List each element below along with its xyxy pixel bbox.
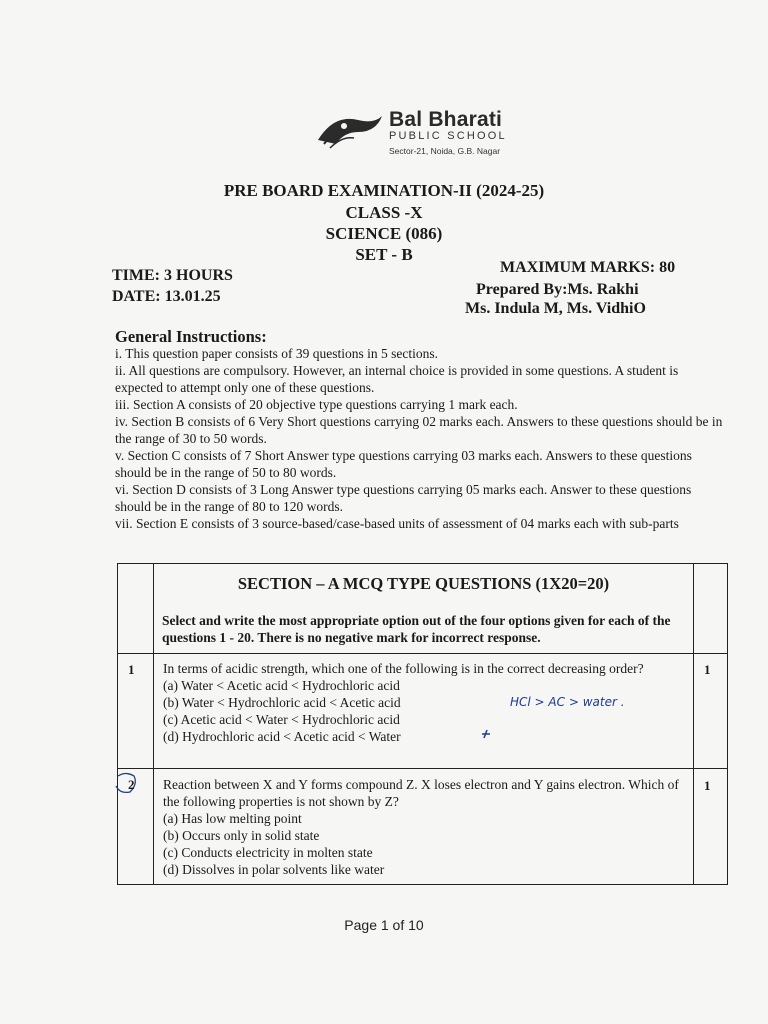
table-divider bbox=[153, 564, 154, 884]
instruction-item: iii. Section A consists of 20 objective type questions carrying 1 mark each. bbox=[115, 397, 518, 412]
instruction-item: vi. Section D consists of 3 Long Answer type questions carrying 05 marks each. Answer to these questions should be in the range of 80 to 120 words. bbox=[115, 482, 692, 514]
circled-number-icon bbox=[112, 770, 142, 796]
table-divider bbox=[693, 564, 694, 884]
instruction-item: iv. Section B consists of 6 Very Short questions carrying 02 marks each. Answers to these questions should be in the range of 30 to 50 words. bbox=[115, 414, 723, 446]
page-number: Page 1 of 10 bbox=[344, 917, 424, 933]
pen-mark-icon bbox=[481, 729, 491, 739]
exam-time: TIME: 3 HOURS bbox=[112, 267, 233, 284]
school-subtitle: PUBLIC SCHOOL bbox=[389, 130, 507, 142]
exam-date: DATE: 13.01.25 bbox=[112, 288, 221, 305]
school-emblem-icon bbox=[314, 110, 386, 150]
section-a-title: SECTION – A MCQ TYPE QUESTIONS (1X20=20) bbox=[237, 574, 610, 593]
exam-class: CLASS -X bbox=[345, 203, 423, 222]
question-marks: 1 bbox=[704, 778, 711, 793]
section-a-instruction: Select and write the most appropriate option out of the four options given for each of the questions 1 - 20. There is no negative mark for incorrect response. bbox=[162, 613, 671, 645]
max-marks: MAXIMUM MARKS: 80 bbox=[500, 259, 676, 276]
handwritten-note: HCl > AC > water . bbox=[510, 695, 625, 709]
option-d: (d) Hydrochloric acid < Acetic acid < Water bbox=[163, 729, 401, 744]
option-a: (a) Has low melting point bbox=[163, 811, 302, 826]
section-a-table bbox=[117, 563, 728, 885]
exam-subject: SCIENCE (086) bbox=[325, 224, 443, 243]
table-divider bbox=[118, 653, 727, 654]
school-logo bbox=[314, 106, 524, 162]
exam-title: PRE BOARD EXAMINATION-II (2024-25) bbox=[223, 181, 545, 200]
instruction-item: ii. All questions are compulsory. However, an internal choice is provided in some questions. A student is expected to attempt only one of these questions. bbox=[115, 363, 679, 395]
option-a: (a) Water < Acetic acid < Hydrochloric acid bbox=[163, 678, 400, 693]
prepared-by: Prepared By:Ms. Rakhi bbox=[476, 281, 639, 298]
question-number: 2 bbox=[128, 777, 135, 792]
instruction-item: vii. Section E consists of 3 source-based/case-based units of assessment of 04 marks each with sub-parts bbox=[115, 516, 679, 531]
option-c: (c) Acetic acid < Water < Hydrochloric acid bbox=[163, 712, 400, 727]
question-number: 1 bbox=[128, 662, 135, 677]
option-c: (c) Conducts electricity in molten state bbox=[163, 845, 373, 860]
option-b: (b) Water < Hydrochloric acid < Acetic acid bbox=[163, 695, 401, 710]
option-b: (b) Occurs only in solid state bbox=[163, 828, 320, 843]
school-address: Sector-21, Noida, G.B. Nagar bbox=[389, 146, 501, 156]
prepared-by-2: Ms. Indula M, Ms. VidhiO bbox=[465, 300, 646, 317]
instructions-list bbox=[115, 345, 725, 532]
school-name: Bal Bharati bbox=[389, 108, 503, 131]
instructions-title: General Instructions: bbox=[115, 327, 267, 346]
question-text: In terms of acidic strength, which one of the following is in the correct decreasing order? bbox=[163, 661, 644, 676]
exam-set: SET - B bbox=[355, 245, 413, 264]
instruction-item: i. This question paper consists of 39 questions in 5 sections. bbox=[115, 346, 438, 361]
table-divider bbox=[118, 768, 727, 769]
question-text: Reaction between X and Y forms compound Z. X loses electron and Y gains electron. Which of the following properties is not shown by Z? bbox=[163, 777, 679, 809]
option-d: (d) Dissolves in polar solvents like water bbox=[163, 862, 385, 877]
instruction-item: v. Section C consists of 7 Short Answer type questions carrying 03 marks each. Answers to these questions should be in the range of 50 to 80 words. bbox=[115, 448, 692, 480]
question-marks: 1 bbox=[704, 662, 711, 677]
question-2 bbox=[163, 776, 683, 878]
